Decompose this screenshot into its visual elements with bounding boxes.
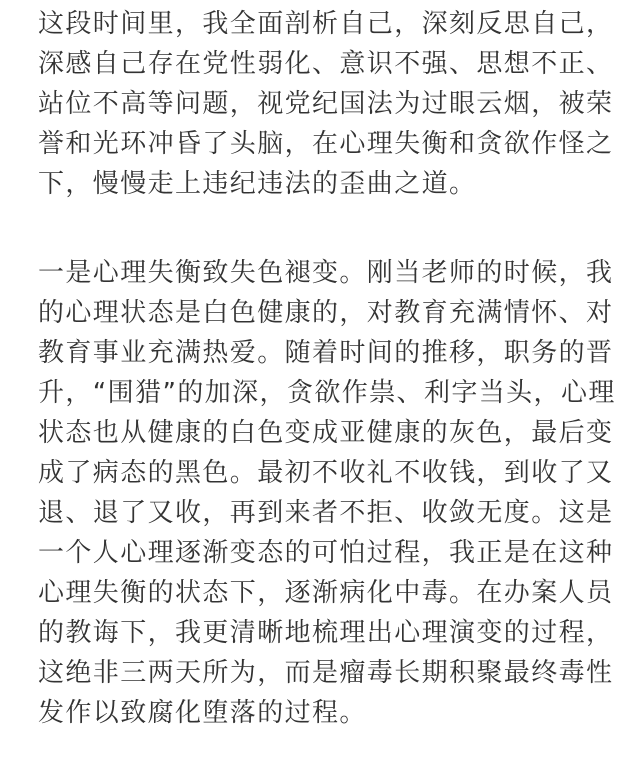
- paragraph-reflection: [38, 4, 618, 204]
- text-line: 一个人心理逐渐变态的可怕过程，我正是在这种: [38, 538, 614, 568]
- text-line: 这绝非三两天所为，而是瘤毒长期积聚最终毒性: [38, 658, 614, 688]
- text-line: 成了病态的黑色。最初不收礼不收钱，到收了又: [38, 458, 614, 488]
- text-line: 一是心理失衡致失色褪变。刚当老师的时候，我: [38, 258, 614, 288]
- text-line: 心理失衡的状态下，逐渐病化中毒。在办案人员: [38, 578, 614, 608]
- text-line: 深感自己存在党性弱化、意识不强、思想不正、: [38, 49, 614, 79]
- paragraph-psychological-imbalance: [38, 253, 618, 733]
- text-line: 发作以致腐化堕落的过程。: [38, 698, 367, 728]
- text-line: 状态也从健康的白色变成亚健康的灰色，最后变: [38, 418, 614, 448]
- text-line: 升，“围猎”的加深，贪欲作祟、利字当头，心理: [38, 378, 616, 408]
- text-line: 誉和光环冲昏了头脑，在心理失衡和贪欲作怪之: [38, 129, 614, 159]
- text-line: 的心理状态是白色健康的，对教育充满情怀、对: [38, 298, 614, 328]
- text-line: 的教诲下，我更清晰地梳理出心理演变的过程，: [38, 618, 614, 648]
- text-line: 这段时间里，我全面剖析自己，深刻反思自己，: [38, 9, 614, 39]
- text-line: 退、退了又收，再到来者不拒、收敛无度。这是: [38, 498, 614, 528]
- text-line: 下，慢慢走上违纪违法的歪曲之道。: [38, 169, 477, 199]
- text-line: 站位不高等问题，视党纪国法为过眼云烟，被荣: [38, 89, 614, 119]
- text-line: 教育事业充满热爱。随着时间的推移，职务的晋: [38, 338, 614, 368]
